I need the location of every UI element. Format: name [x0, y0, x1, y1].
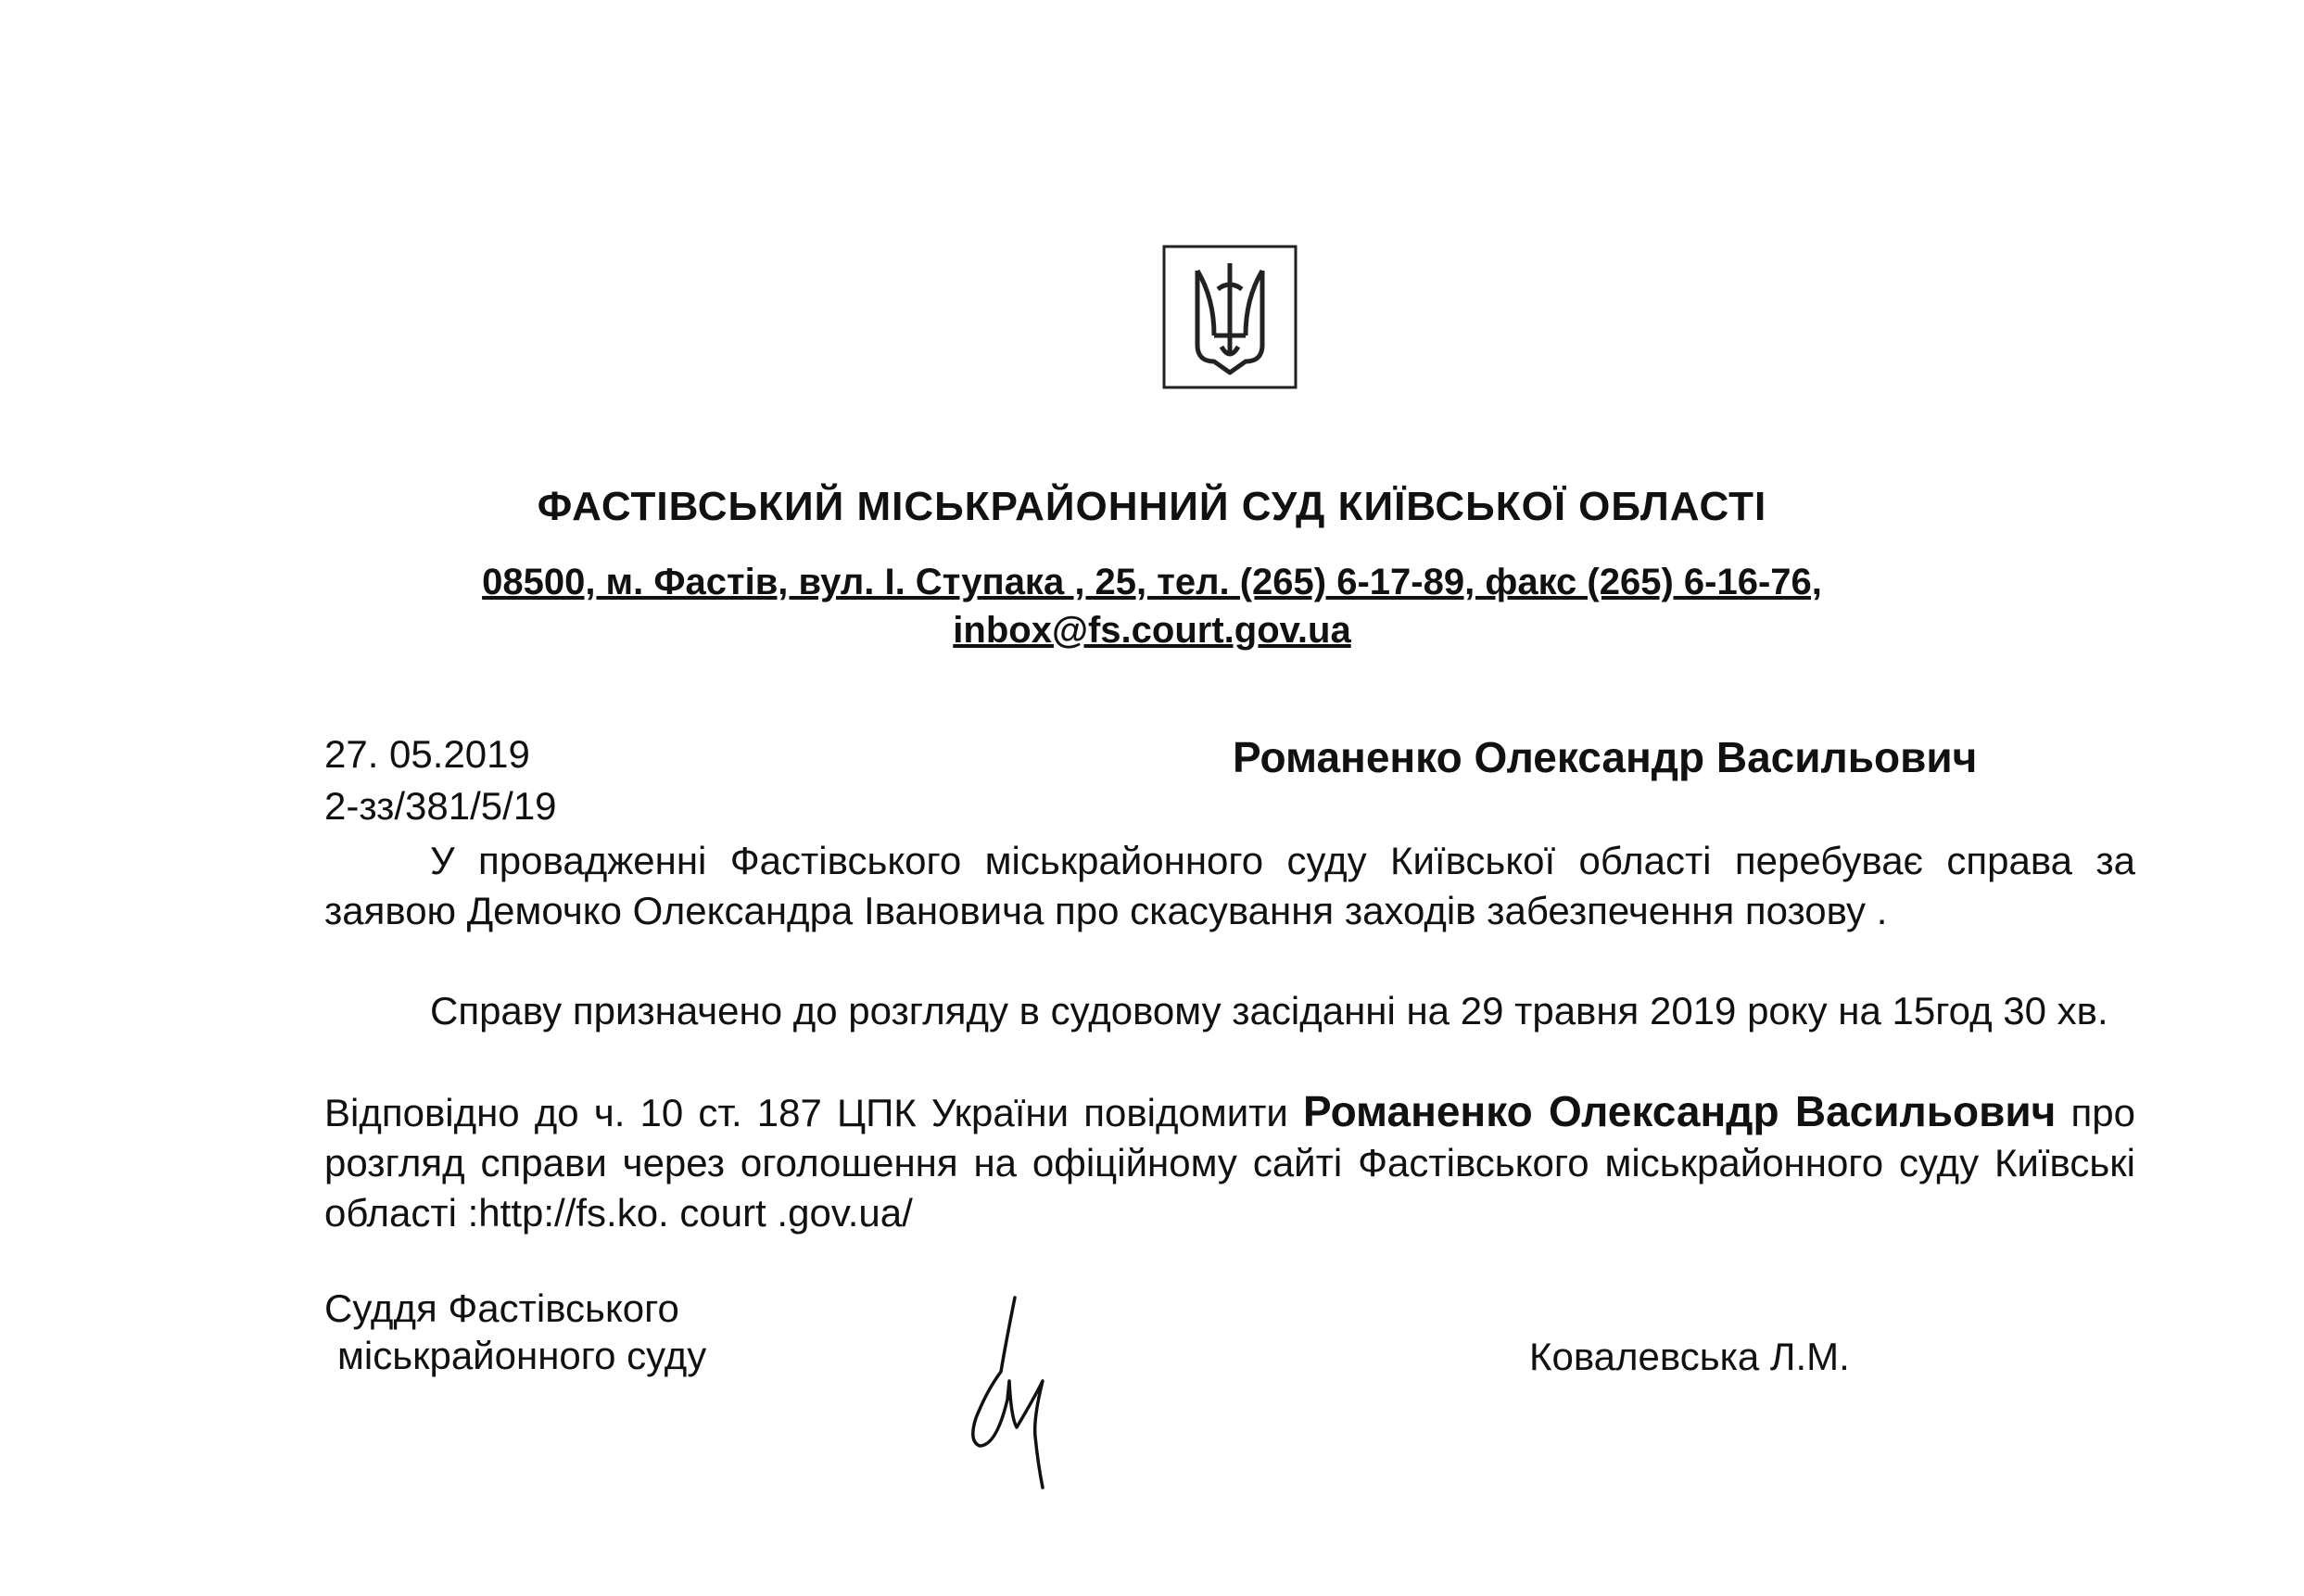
paragraph-notice: [324, 1086, 2135, 1238]
paragraph-proceedings: [324, 836, 2135, 936]
state-emblem: [1160, 243, 1299, 391]
paragraph-hearing-text: Справу призначено до розгляду в судовому засіданні на 29 травня 2019 року на 15год 30 хв.: [430, 989, 2108, 1032]
trident-icon: [1160, 243, 1299, 391]
paragraph-proceedings-text: У провадженні Фастівського міськрайонного суду Київської області перебуває справа за заявою Демочко Олександра Івановича про скасування заходів забезпечення позову .: [324, 839, 2135, 932]
recipient-name: Романенко Олександр Васильович: [1233, 733, 1978, 781]
signature-label-line1: Суддя Фастівського: [324, 1286, 679, 1330]
email-line: [0, 610, 2304, 652]
court-title: ФАСТІВСЬКИЙ МІСЬКРАЙОННИЙ СУД КИЇВСЬКОЇ ОБЛАСТІ: [537, 484, 1767, 529]
paragraph-notice-name: Романенко Олександр Васильович: [1303, 1087, 2057, 1135]
case-number: 2-зз/381/5/19: [324, 784, 557, 828]
court-address: 08500, м. Фастів, вул. І. Ступака , 25, тел. (265) 6-17-89, факс (265) 6-16-76,: [482, 562, 1822, 602]
court-email-link[interactable]: inbox@fs.court.gov.ua: [953, 610, 1351, 651]
paragraph-notice-pre: Відповідно до ч. 10 ст. 187 ЦПК України повідомити: [324, 1091, 1304, 1134]
paragraph-notice-post: про розгляд справи через оголошення на офіційному сайті Фастівського міськрайонного суду Київські області :http://fs.ko. court .gov.ua/: [324, 1091, 2135, 1235]
judge-name: Ковалевська Л.М.: [1529, 1335, 1850, 1378]
paragraph-hearing: [324, 986, 2135, 1036]
handwritten-signature: [950, 1288, 1070, 1492]
letter-date: 27. 05.2019: [324, 732, 530, 776]
signature-label-line2: міськрайонного суду: [337, 1334, 707, 1377]
